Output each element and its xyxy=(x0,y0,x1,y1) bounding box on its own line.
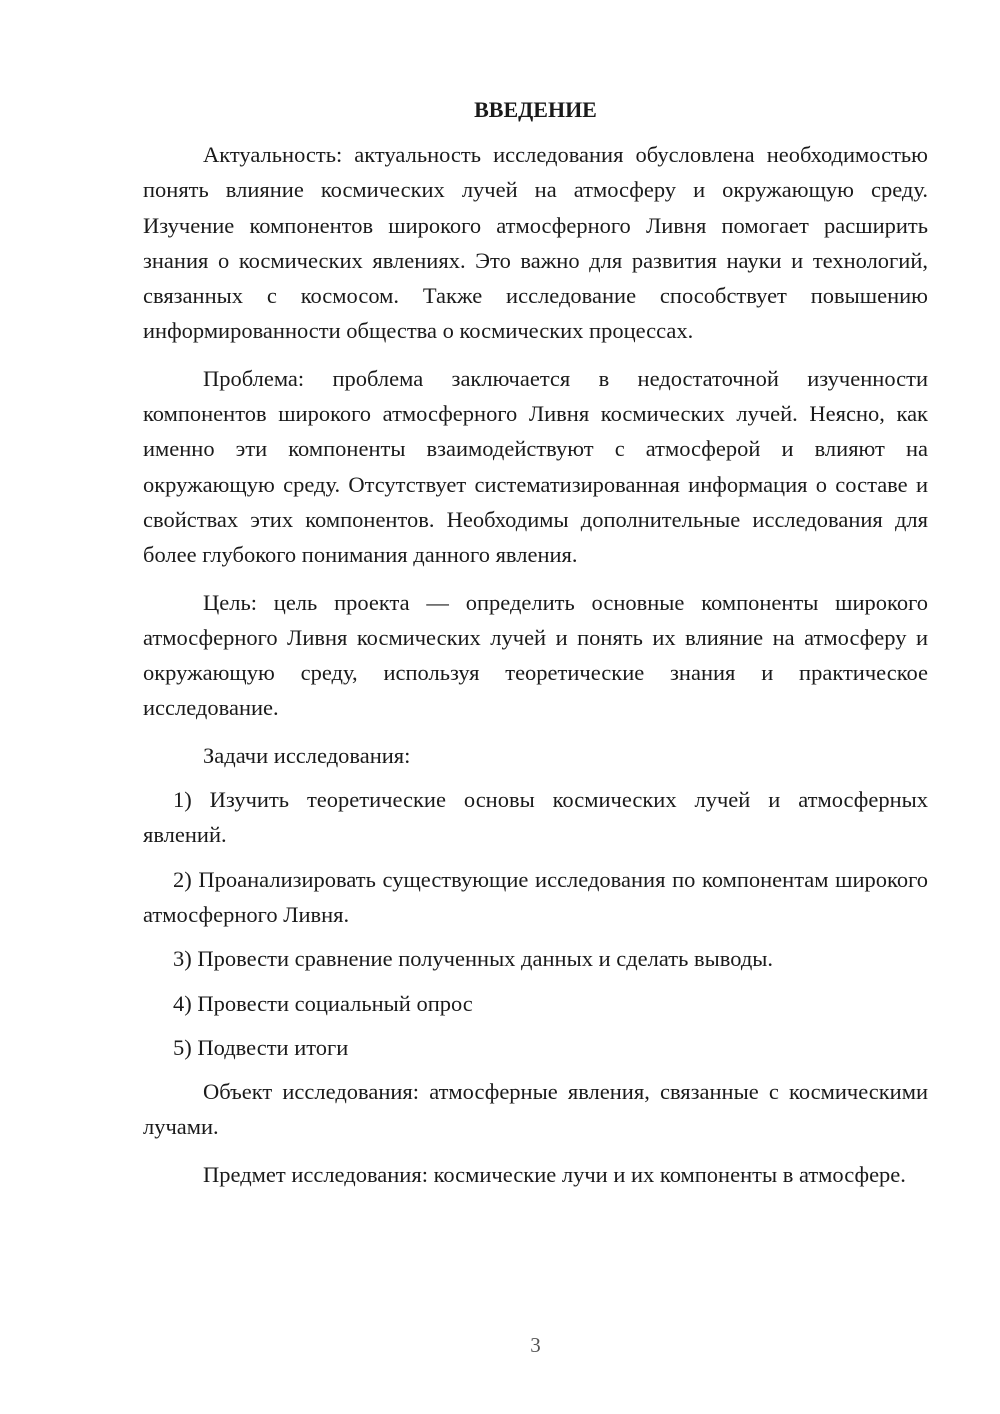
document-page xyxy=(143,92,928,1192)
tasks-heading: Задачи исследования: xyxy=(203,742,411,768)
task-item-4: 4) Провести социальный опрос xyxy=(173,990,473,1016)
relevance-paragraph: Актуальность: актуальность исследования обусловлена необходимостью понять влияние космических лучей на атмосферу и окружающую среду. Изучение компонентов широкого атмосферного Ливня помогает расширить знания о космических явлениях. Это важно для развития науки и технологий, связанных с космосом. Также исследование способствует повышению информированности общества о космических процессах. xyxy=(143,142,928,344)
subject-paragraph: Предмет исследования: космические лучи и их компоненты в атмосфере. xyxy=(203,1161,906,1187)
problem-paragraph: Проблема: проблема заключается в недостаточной изученности компонентов широкого атмосферного Ливня космических лучей. Неясно, как именно эти компоненты взаимодействуют с атмосферой и влияют на окружающую среду. Отсутствует систематизированная информация о составе и свойствах этих компонентов. Необходимы дополнительные исследования для более глубокого понимания данного явления. xyxy=(143,365,928,568)
section-title: ВВЕДЕНИЕ xyxy=(474,97,597,122)
task-item-5: 5) Подвести итоги xyxy=(173,1034,349,1060)
task-item-3: 3) Провести сравнение полученных данных и сделать выводы. xyxy=(173,946,774,972)
task-item-2: 2) Проанализировать существующие исследования по компонентам широкого атмосферного Ливня. xyxy=(143,866,928,927)
object-paragraph: Объект исследования: атмосферные явления, связанные с космическими лучами. xyxy=(143,1079,928,1140)
goal-paragraph: Цель: цель проекта — определить основные компоненты широкого атмосферного Ливня космических лучей и понять их влияние на атмосферу и окружающую среду, используя теоретические знания и практическое исследование. xyxy=(143,589,928,721)
page-number: 3 xyxy=(530,1333,541,1357)
task-item-1: 1) Изучить теоретические основы космических лучей и атмосферных явлений. xyxy=(143,787,928,848)
